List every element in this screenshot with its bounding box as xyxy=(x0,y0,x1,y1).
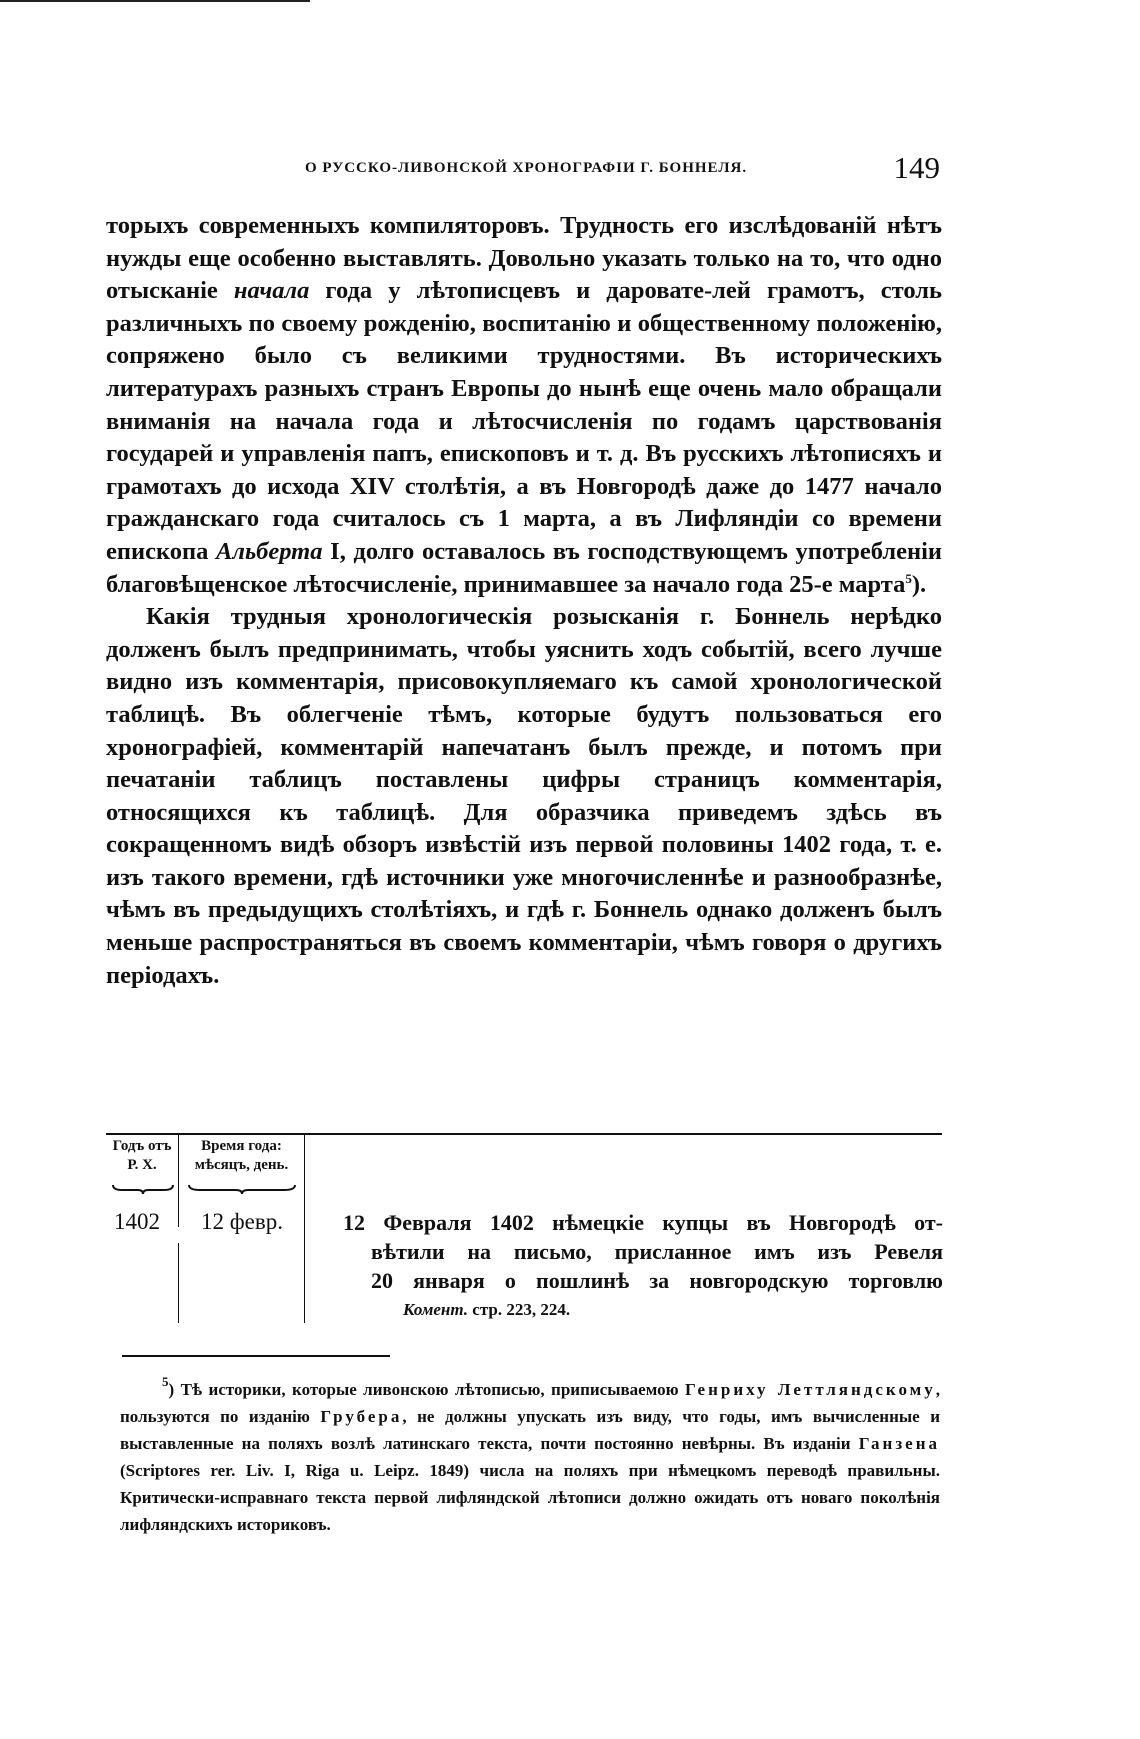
footnote-text xyxy=(120,1376,940,1538)
top-edge-rule xyxy=(0,0,310,2)
footnote-reference: 5 xyxy=(905,570,912,586)
footnote-part-4: (Scriptores rer. Liv. I, Riga u. Leipz. 1849) числа на поляхъ при нѣмецкомъ переводѣ правильны. Критически-исправнаго текста первой лифляндской лѣтописи должно ожидать отъ новаго поколѣнія лифляндскихъ историковъ. xyxy=(120,1461,940,1534)
main-text xyxy=(106,210,942,992)
entry-line-2: вѣтили на письмо, присланное имъ изъ Ревеля xyxy=(371,1239,943,1264)
header-date-line-1: Время года: xyxy=(201,1138,282,1154)
header-year-line-2: Р. Х. xyxy=(127,1157,157,1173)
paragraph-1-part-3: I, долго оставалось въ господствующемъ употребленіи благовѣщенское лѣтосчисленіе, принимавшее за начало года 25-е марта xyxy=(106,537,942,598)
footnote-part-2: , пользуются по изданію xyxy=(120,1380,941,1426)
footnote-marker: 5 xyxy=(162,1374,169,1389)
paragraph-2: Какія трудныя хронологическія розысканія г. Боннель нерѣдко долженъ былъ предпринимать, чтобы уяснить ходъ событій, всего лучше видно изъ комментарія, присовокупляемаго къ самой хронологической таблицѣ. Въ облегченіе тѣмъ, которые будутъ пользоваться его хронографіей, комментарій напечатанъ былъ прежде, и потомъ при печатаніи таблицъ поставлены цифры страницъ комментарія, относящихся къ таблицѣ. Для образчика приведемъ здѣсь въ сокращенномъ видѣ обзоръ извѣстій изъ первой половины 1402 года, т. е. изъ такого времени, гдѣ источники уже многочисленнѣе и разнообразнѣе, чѣмъ въ предыдущихъ столѣтіяхъ, и гдѣ г. Боннель однако долженъ былъ меньше распространяться въ своемъ комментаріи, чѣмъ говоря о другихъ періодахъ. xyxy=(106,603,942,989)
footnote-part-1: ) Тѣ историки, которые ливонскою лѣтописью, приписываемою xyxy=(168,1380,685,1399)
footnote-name-gruber: Грубера xyxy=(320,1407,403,1426)
header-date xyxy=(179,1137,304,1175)
header-year xyxy=(106,1137,178,1175)
table-top-rule xyxy=(106,1133,942,1135)
cell-entry xyxy=(343,1208,943,1324)
page-header xyxy=(110,150,940,190)
entry-reference xyxy=(343,1295,943,1324)
page-number: 149 xyxy=(893,150,940,185)
header-year-line-1: Годъ отъ xyxy=(112,1138,172,1154)
footnote xyxy=(120,1376,940,1538)
column-divider-1-lower xyxy=(178,1243,179,1323)
footnote-name-henry: Генриху Леттляндскому xyxy=(685,1380,936,1399)
footnote-rule xyxy=(122,1355,390,1357)
cell-date: 12 февр. xyxy=(201,1209,283,1234)
paragraph-1-part-1: торыхъ современныхъ компиляторовъ. Трудность его изслѣдованій нѣтъ нужды еще особенно выставлять. Довольно указать только на то, что одно отысканіе xyxy=(106,212,942,305)
footnote-name-hansen: Ганзена xyxy=(858,1434,940,1453)
emphasis-alberta: Альберта xyxy=(216,537,323,565)
entry-reference-label: Комент. xyxy=(403,1300,469,1319)
running-title: О РУССКО-ЛИВОНСКОЙ ХРОНОГРАФІИ Г. БОННЕЛЯ. xyxy=(305,160,748,176)
emphasis-nachala: начала xyxy=(233,277,310,305)
entry-line-3: 20 января о пошлинѣ за новгородскую торговлю xyxy=(371,1268,943,1293)
date-brace-icon xyxy=(188,1183,296,1195)
footnote-part-3: , не должны упускать изъ виду, что годы, имъ вычисленные и выставленные на поляхъ возлѣ латинскаго текста, почти постоянно невѣрны. Въ изданіи xyxy=(120,1407,940,1453)
header-date-line-2: мѣсяцъ, день. xyxy=(194,1157,289,1173)
cell-year: 1402 xyxy=(114,1209,160,1234)
column-divider-2 xyxy=(304,1135,305,1323)
year-brace-icon xyxy=(112,1183,174,1195)
paragraph-1-part-4: ). xyxy=(911,570,927,598)
entry-line-1: 12 Февраля 1402 нѣмецкіе купцы въ Новгородѣ от- xyxy=(343,1210,943,1235)
paragraph-1-part-2: года у лѣтописцевъ и даровате-лей грамотъ, столь различныхъ по своему рожденію, воспитанію и общественному положенію, сопряжено было съ великими трудностями. Въ историческихъ литературахъ разныхъ странъ Европы до нынѣ еще очень мало обращали вниманія на начала года и лѣтосчисленія по годамъ царствованія государей и управленія папъ, епископовъ и т. д. Въ русскихъ лѣтописяхъ и грамотахъ до исхода XIV столѣтія, а въ Новгородѣ даже до 1477 начало гражданскаго года считалось съ 1 марта, а въ Лифляндіи со времени епископа xyxy=(106,277,942,565)
entry-reference-pages: стр. 223, 224. xyxy=(468,1300,571,1319)
chronology-table xyxy=(106,1133,942,1333)
paragraph-1 xyxy=(106,210,942,601)
